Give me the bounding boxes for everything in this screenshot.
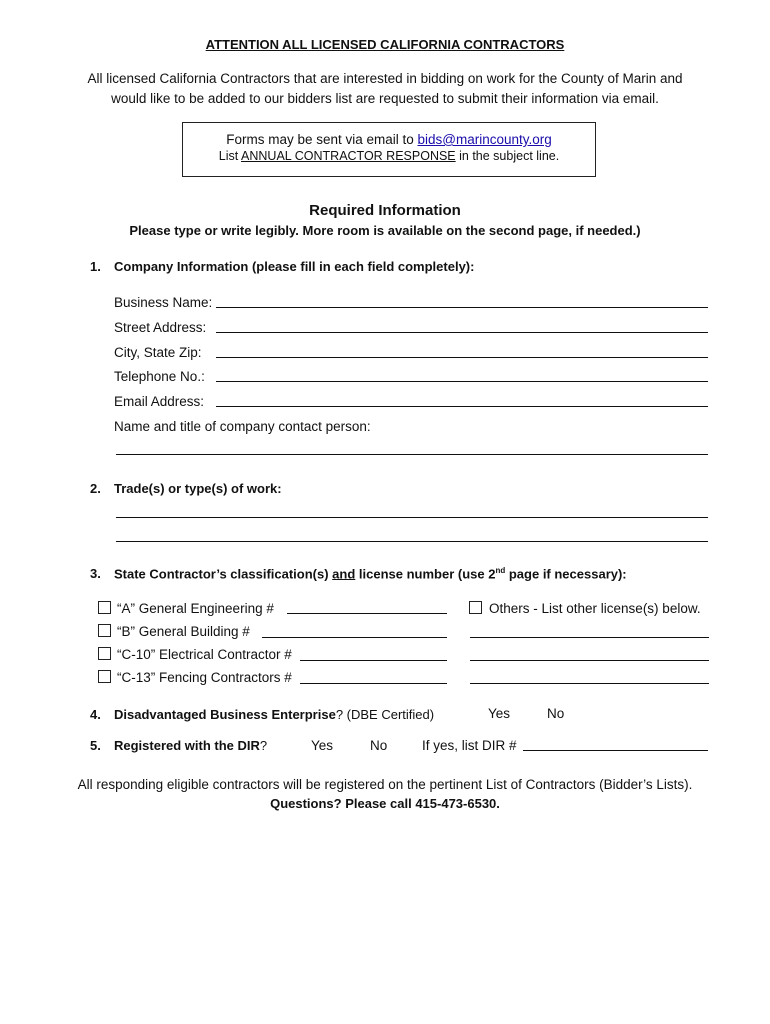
- intro-text: [0, 69, 770, 109]
- contact-person-label: Name and title of company contact person:: [114, 419, 371, 434]
- class-a-label: “A” General Engineering #: [117, 601, 274, 616]
- subject-line-text: ANNUAL CONTRACTOR RESPONSE: [241, 149, 456, 163]
- dir-no-option[interactable]: No: [370, 738, 388, 753]
- dbe-yes-option[interactable]: Yes: [488, 706, 511, 721]
- section-5-number: 5.: [90, 738, 101, 753]
- footer-registration-note: All responding eligible contractors will be registered on the pertinent List of Contractors (Bidder’s Lists).: [77, 777, 693, 792]
- footer-questions: Questions? Please call 415-473-6530.: [270, 796, 500, 811]
- class-c10-label: “C-10” Electrical Contractor #: [117, 647, 292, 662]
- class-b-checkbox[interactable]: [98, 624, 111, 637]
- other-license-field-3[interactable]: [470, 683, 709, 684]
- city-state-zip-field[interactable]: [216, 357, 708, 358]
- class-a-checkbox[interactable]: [98, 601, 111, 614]
- intro-line-2: would like to be added to our bidders list are requested to submit their information via email.: [111, 91, 659, 106]
- dbe-label: Disadvantaged Business Enterprise: [114, 707, 336, 722]
- telephone-label: Telephone No.:: [114, 369, 205, 384]
- notice-line-2: [183, 149, 595, 163]
- city-state-zip-label: City, State Zip:: [114, 345, 202, 360]
- contact-person-field[interactable]: [116, 454, 708, 455]
- telephone-field[interactable]: [216, 381, 708, 382]
- section-4-title: [114, 707, 434, 722]
- class-c13-license-field[interactable]: [300, 683, 447, 684]
- dbe-no-option[interactable]: No: [547, 706, 565, 721]
- section-5-title: [114, 738, 267, 753]
- business-name-label: Business Name:: [114, 295, 213, 310]
- dir-label: Registered with the DIR: [114, 738, 260, 753]
- class-c10-license-field[interactable]: [300, 660, 447, 661]
- dir-number-field[interactable]: [523, 750, 708, 751]
- notice-line-1-prefix: Forms may be sent via email to: [226, 132, 418, 147]
- section-2-number: 2.: [90, 481, 101, 496]
- others-checkbox[interactable]: [469, 601, 482, 614]
- required-info-title: Required Information: [309, 202, 461, 219]
- section-4-number: 4.: [90, 707, 101, 722]
- dir-yes-option[interactable]: Yes: [311, 738, 334, 753]
- class-b-label: “B” General Building #: [117, 624, 250, 639]
- street-address-field[interactable]: [216, 332, 708, 333]
- section-3-title-suffix: page if necessary):: [505, 566, 627, 582]
- trade-field-2[interactable]: [116, 541, 708, 542]
- section-1-title: Company Information (please fill in each field completely):: [114, 259, 475, 274]
- section-3-title-and: and: [332, 566, 356, 582]
- other-license-field-1[interactable]: [470, 637, 709, 638]
- notice-line-2-prefix: List: [218, 149, 242, 163]
- class-c10-checkbox[interactable]: [98, 647, 111, 660]
- section-3-title-sup: nd: [495, 566, 506, 575]
- section-2-title: Trade(s) or type(s) of work:: [114, 481, 282, 496]
- section-3-title: [114, 566, 627, 581]
- class-a-license-field[interactable]: [287, 613, 447, 614]
- others-label: Others - List other license(s) below.: [489, 601, 701, 616]
- email-address-label: Email Address:: [114, 394, 205, 409]
- class-b-license-field[interactable]: [262, 637, 447, 638]
- email-notice-box: [182, 122, 596, 177]
- business-name-field[interactable]: [216, 307, 708, 308]
- page-title: ATTENTION ALL LICENSED CALIFORNIA CONTRACTORS: [205, 37, 565, 52]
- section-3-number: 3.: [90, 566, 101, 581]
- section-3-title-prefix: State Contractor’s classification(s): [114, 566, 333, 582]
- section-3-title-mid: license number (use 2: [355, 566, 496, 582]
- notice-line-2-suffix: in the subject line.: [455, 149, 560, 163]
- dir-number-label: If yes, list DIR #: [422, 738, 517, 753]
- other-license-field-2[interactable]: [470, 660, 709, 661]
- street-address-label: Street Address:: [114, 320, 207, 335]
- section-1-number: 1.: [90, 259, 101, 274]
- trade-field-1[interactable]: [116, 517, 708, 518]
- dir-suffix: ?: [259, 738, 268, 753]
- dbe-suffix: ? (DBE Certified): [335, 707, 435, 722]
- required-info-subtitle: Please type or write legibly. More room is available on the second page, if needed.): [129, 223, 641, 238]
- class-c13-label: “C-13” Fencing Contractors #: [117, 670, 292, 685]
- email-link[interactable]: bids@marincounty.org: [417, 132, 552, 147]
- email-address-field[interactable]: [216, 406, 708, 407]
- notice-line-1: [183, 132, 595, 147]
- intro-line-1: All licensed California Contractors that are interested in bidding on work for the County of Marin and: [87, 71, 683, 86]
- class-c13-checkbox[interactable]: [98, 670, 111, 683]
